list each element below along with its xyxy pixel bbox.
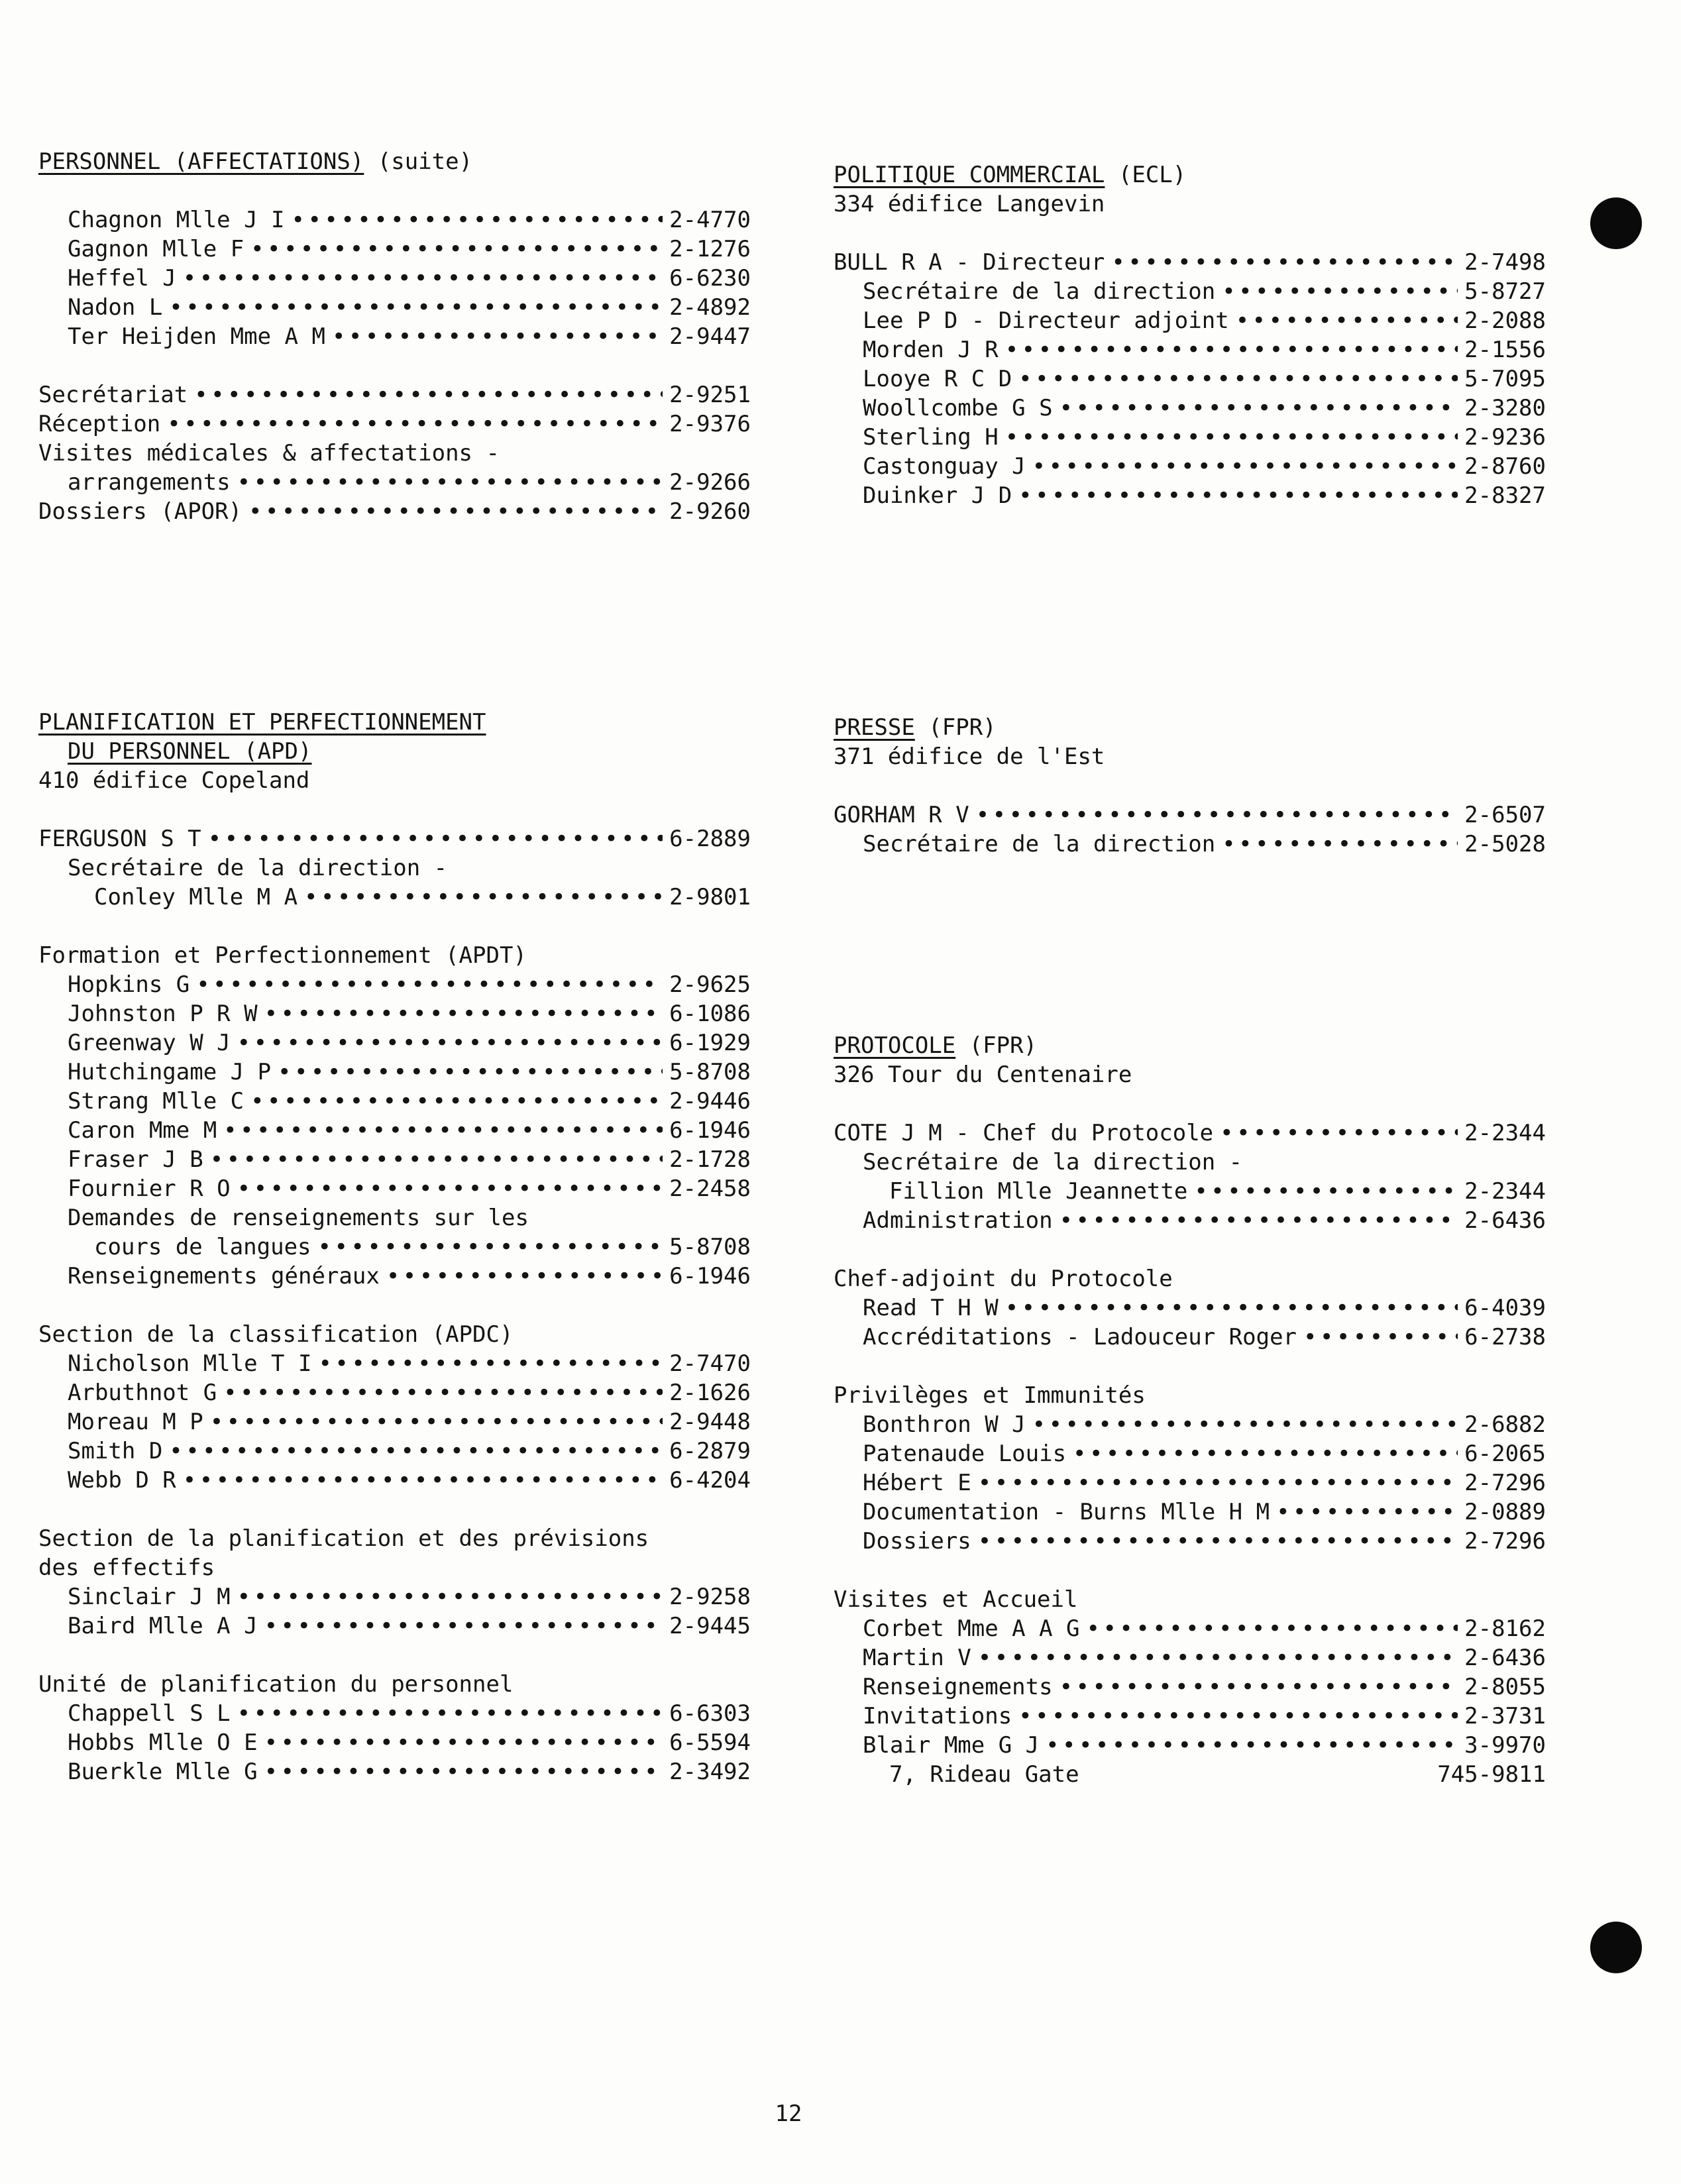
section-protocole — [834, 1031, 1546, 1789]
directory-entry: Duinker J D • • • 2-8327 — [834, 481, 1546, 510]
directory-entry: Chagnon Mlle J I • • • 2-4770 — [38, 205, 751, 235]
section-planification — [38, 708, 751, 1786]
directory-entry: Secrétaire de la direction • • • 5-8727 — [834, 277, 1546, 306]
page-number: 12 — [775, 2101, 802, 2127]
directory-entry: Martin V • • • 2-6436 — [834, 1643, 1546, 1672]
section-personnel-affectations — [38, 147, 751, 526]
directory-entry: BULL R A - Directeur • • • 2-7498 — [834, 248, 1546, 277]
directory-entry: Patenaude Louis • • • 6-2065 — [834, 1439, 1546, 1468]
directory-entry: Webb D R • • • 6-4204 — [38, 1466, 751, 1495]
section-address: 326 Tour du Centenaire — [834, 1062, 1132, 1088]
directory-entry: Fillion Mlle Jeannette • • • 2-2344 — [834, 1177, 1546, 1206]
directory-entry: Read T H W • • • 6-4039 — [834, 1293, 1546, 1323]
directory-entry: Hébert E • • • 2-7296 — [834, 1468, 1546, 1498]
directory-entry: Blair Mme G J • • • 3-9970 — [834, 1731, 1546, 1760]
section-heading: POLITIQUE COMMERCIAL (ECL) — [834, 162, 1187, 188]
directory-entry: Caron Mme M • • • 6-1946 — [38, 1116, 751, 1145]
directory-entry: Ter Heijden Mme A M • • • 2-9447 — [38, 322, 751, 351]
directory-entry: Nadon L • • • 2-4892 — [38, 293, 751, 322]
directory-entry: Conley Mlle M A • • • 2-9801 — [38, 883, 751, 912]
directory-entry: Baird Mlle A J • • • 2-9445 — [38, 1611, 751, 1641]
directory-entry: Secrétaire de la direction • • • 2-5028 — [834, 830, 1546, 859]
directory-entry: Woollcombe G S • • • 2-3280 — [834, 394, 1546, 423]
directory-entry: Arbuthnot G • • • 2-1626 — [38, 1378, 751, 1407]
directory-entry: Lee P D - Directeur adjoint • • • 2-2088 — [834, 306, 1546, 335]
directory-entry: Sinclair J M • • • 2-9258 — [38, 1582, 751, 1611]
directory-entry: Accréditations - Ladouceur Roger • • • 6-2738 — [834, 1323, 1546, 1352]
entry-label: Demandes de renseignements sur les — [68, 1205, 529, 1231]
directory-entry: Gagnon Mlle F • • • 2-1276 — [38, 235, 751, 264]
entry-label: Secrétaire de la direction - — [863, 1149, 1243, 1175]
section-heading-line2: DU PERSONNEL (APD) — [68, 738, 312, 765]
directory-entry: Strang Mlle C • • • 2-9446 — [38, 1087, 751, 1116]
directory-entry: Fraser J B • • • 2-1728 — [38, 1145, 751, 1174]
section-presse — [834, 713, 1546, 859]
directory-entry: Hobbs Mlle O E • • • 6-5594 — [38, 1728, 751, 1757]
directory-entry: Administration • • • 2-6436 — [834, 1206, 1546, 1235]
directory-entry: COTE J M - Chef du Protocole • • • 2-2344 — [834, 1119, 1546, 1148]
directory-entry: Documentation - Burns Mlle H M • • • 2-0889 — [834, 1498, 1546, 1527]
directory-entry: Secrétariat • • • 2-9251 — [38, 380, 751, 410]
directory-entry: Smith D • • • 6-2879 — [38, 1437, 751, 1466]
directory-entry: GORHAM R V • • • 2-6507 — [834, 800, 1546, 830]
directory-entry: Chappell S L • • • 6-6303 — [38, 1699, 751, 1728]
section-heading: PROTOCOLE (FPR) — [834, 1032, 1038, 1059]
directory-entry: Castonguay J • • • 2-8760 — [834, 452, 1546, 481]
directory-entry: Looye R C D • • • 5-7095 — [834, 364, 1546, 394]
subsection-title: Visites et Accueil — [834, 1586, 1078, 1613]
section-heading: PRESSE (FPR) — [834, 714, 997, 741]
section-heading: PLANIFICATION ET PERFECTIONNEMENT — [38, 709, 486, 736]
subsection-title: Section de la planification et des prévisions — [38, 1525, 649, 1552]
directory-entry: Johnston P R W • • • 6-1086 — [38, 999, 751, 1028]
directory-entry: Fournier R O • • • 2-2458 — [38, 1174, 751, 1203]
directory-entry: Morden J R • • • 2-1556 — [834, 335, 1546, 364]
address-entry: 7, Rideau Gate 745-9811 — [889, 1761, 1546, 1788]
subsection-title: Unité de planification du personnel — [38, 1671, 514, 1698]
section-address: 371 édifice de l'Est — [834, 743, 1105, 770]
punch-hole-bottom — [1590, 1922, 1642, 1973]
section-heading: PERSONNEL (AFFECTATIONS) (suite) — [38, 148, 473, 175]
directory-entry: Heffel J • • • 6-6230 — [38, 264, 751, 293]
directory-entry: Hutchingame J P • • • 5-8708 — [38, 1058, 751, 1087]
subsection-title: Chef-adjoint du Protocole — [834, 1266, 1173, 1292]
entry-label: Secrétaire de la direction - — [68, 855, 448, 881]
directory-entry: FERGUSON S T • • • 6-2889 — [38, 824, 751, 853]
subsection-title: Privilèges et Immunités — [834, 1382, 1146, 1409]
section-address: 334 édifice Langevin — [834, 191, 1105, 217]
directory-entry: Dossiers (APOR) • • • 2-9260 — [38, 497, 751, 526]
directory-entry: Nicholson Mlle T I • • • 2-7470 — [38, 1349, 751, 1378]
directory-entry: Buerkle Mlle G • • • 2-3492 — [38, 1757, 751, 1786]
directory-entry: Sterling H • • • 2-9236 — [834, 423, 1546, 452]
directory-entry: Invitations • • • 2-3731 — [834, 1702, 1546, 1731]
entry-label: Visites médicales & affectations - — [38, 440, 500, 466]
directory-entry: Greenway W J • • • 6-1929 — [38, 1028, 751, 1058]
directory-entry: Hopkins G • • • 2-9625 — [38, 970, 751, 999]
directory-entry: cours de langues • • • 5-8708 — [38, 1232, 751, 1262]
directory-entry: arrangements • • • 2-9266 — [38, 468, 751, 497]
directory-entry: Réception • • • 2-9376 — [38, 410, 751, 439]
directory-entry: Moreau M P • • • 2-9448 — [38, 1407, 751, 1437]
subsection-title: Section de la classification (APDC) — [38, 1321, 514, 1348]
directory-entry: Renseignements • • • 2-8055 — [834, 1672, 1546, 1702]
subsection-title: Formation et Perfectionnement (APDT) — [38, 942, 527, 969]
directory-entry: Bonthron W J • • • 2-6882 — [834, 1410, 1546, 1439]
section-politique-commercial — [834, 160, 1546, 510]
section-address: 410 édifice Copeland — [38, 767, 310, 794]
directory-entry: Dossiers • • • 2-7296 — [834, 1527, 1546, 1556]
directory-entry: Corbet Mme A A G • • • 2-8162 — [834, 1614, 1546, 1643]
punch-hole-top — [1590, 197, 1642, 249]
subsection-title-line2: des effectifs — [38, 1555, 215, 1581]
directory-entry: Renseignements généraux • • • 6-1946 — [38, 1262, 751, 1291]
